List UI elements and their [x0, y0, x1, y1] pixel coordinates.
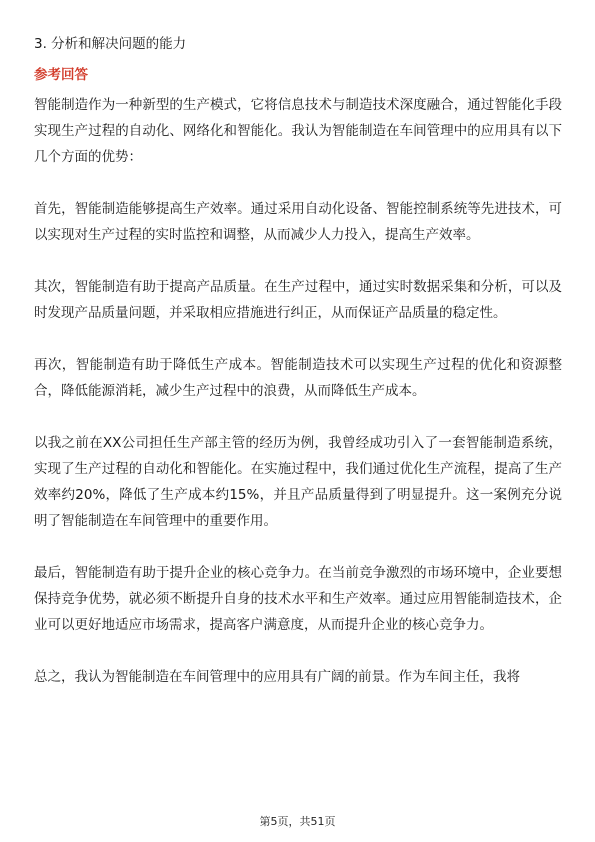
- page-footer: 第5页，共51页: [259, 815, 336, 828]
- answer-body: [34, 92, 562, 716]
- paragraph-cost: 再次，智能制造有助于降低生产成本。智能制造技术可以实现生产过程的优化和资源整合，降低能源消耗，减少生产过程中的浪费，从而降低生产成本。: [34, 357, 562, 399]
- question-heading: 3. 分析和解决问题的能力: [34, 36, 187, 52]
- paragraph-case-study: 以我之前在XX公司担任生产部主管的经历为例，我曾经成功引入了一套智能制造系统，实现了生产过程的自动化和智能化。在实施过程中，我们通过优化生产流程，提高了生产效率约20%，降低了生产成本约15%，并且产品质量得到了明显提升。这一案例充分说明了智能制造在车间管理中的重要作用。: [34, 435, 562, 529]
- paragraph-competitiveness: 最后，智能制造有助于提升企业的核心竞争力。在当前竞争激烈的市场环境中，企业要想保持竞争优势，就必须不断提升自身的技术水平和生产效率。通过应用智能制造技术，企业可以更好地适应市场需求，提高客户满意度，从而提升企业的核心竞争力。: [34, 565, 562, 633]
- answer-label: 参考回答: [34, 67, 88, 83]
- paragraph-intro: 智能制造作为一种新型的生产模式，它将信息技术与制造技术深度融合，通过智能化手段实现生产过程的自动化、网络化和智能化。我认为智能制造在车间管理中的应用具有以下几个方面的优势：: [34, 97, 562, 165]
- paragraph-efficiency: 首先，智能制造能够提高生产效率。通过采用自动化设备、智能控制系统等先进技术，可以实现对生产过程的实时监控和调整，从而减少人力投入，提高生产效率。: [34, 201, 562, 243]
- paragraph-conclusion: 总之，我认为智能制造在车间管理中的应用具有广阔的前景。作为车间主任，我将: [34, 669, 520, 685]
- paragraph-quality: 其次，智能制造有助于提高产品质量。在生产过程中，通过实时数据采集和分析，可以及时发现产品质量问题，并采取相应措施进行纠正，从而保证产品质量的稳定性。: [34, 279, 562, 321]
